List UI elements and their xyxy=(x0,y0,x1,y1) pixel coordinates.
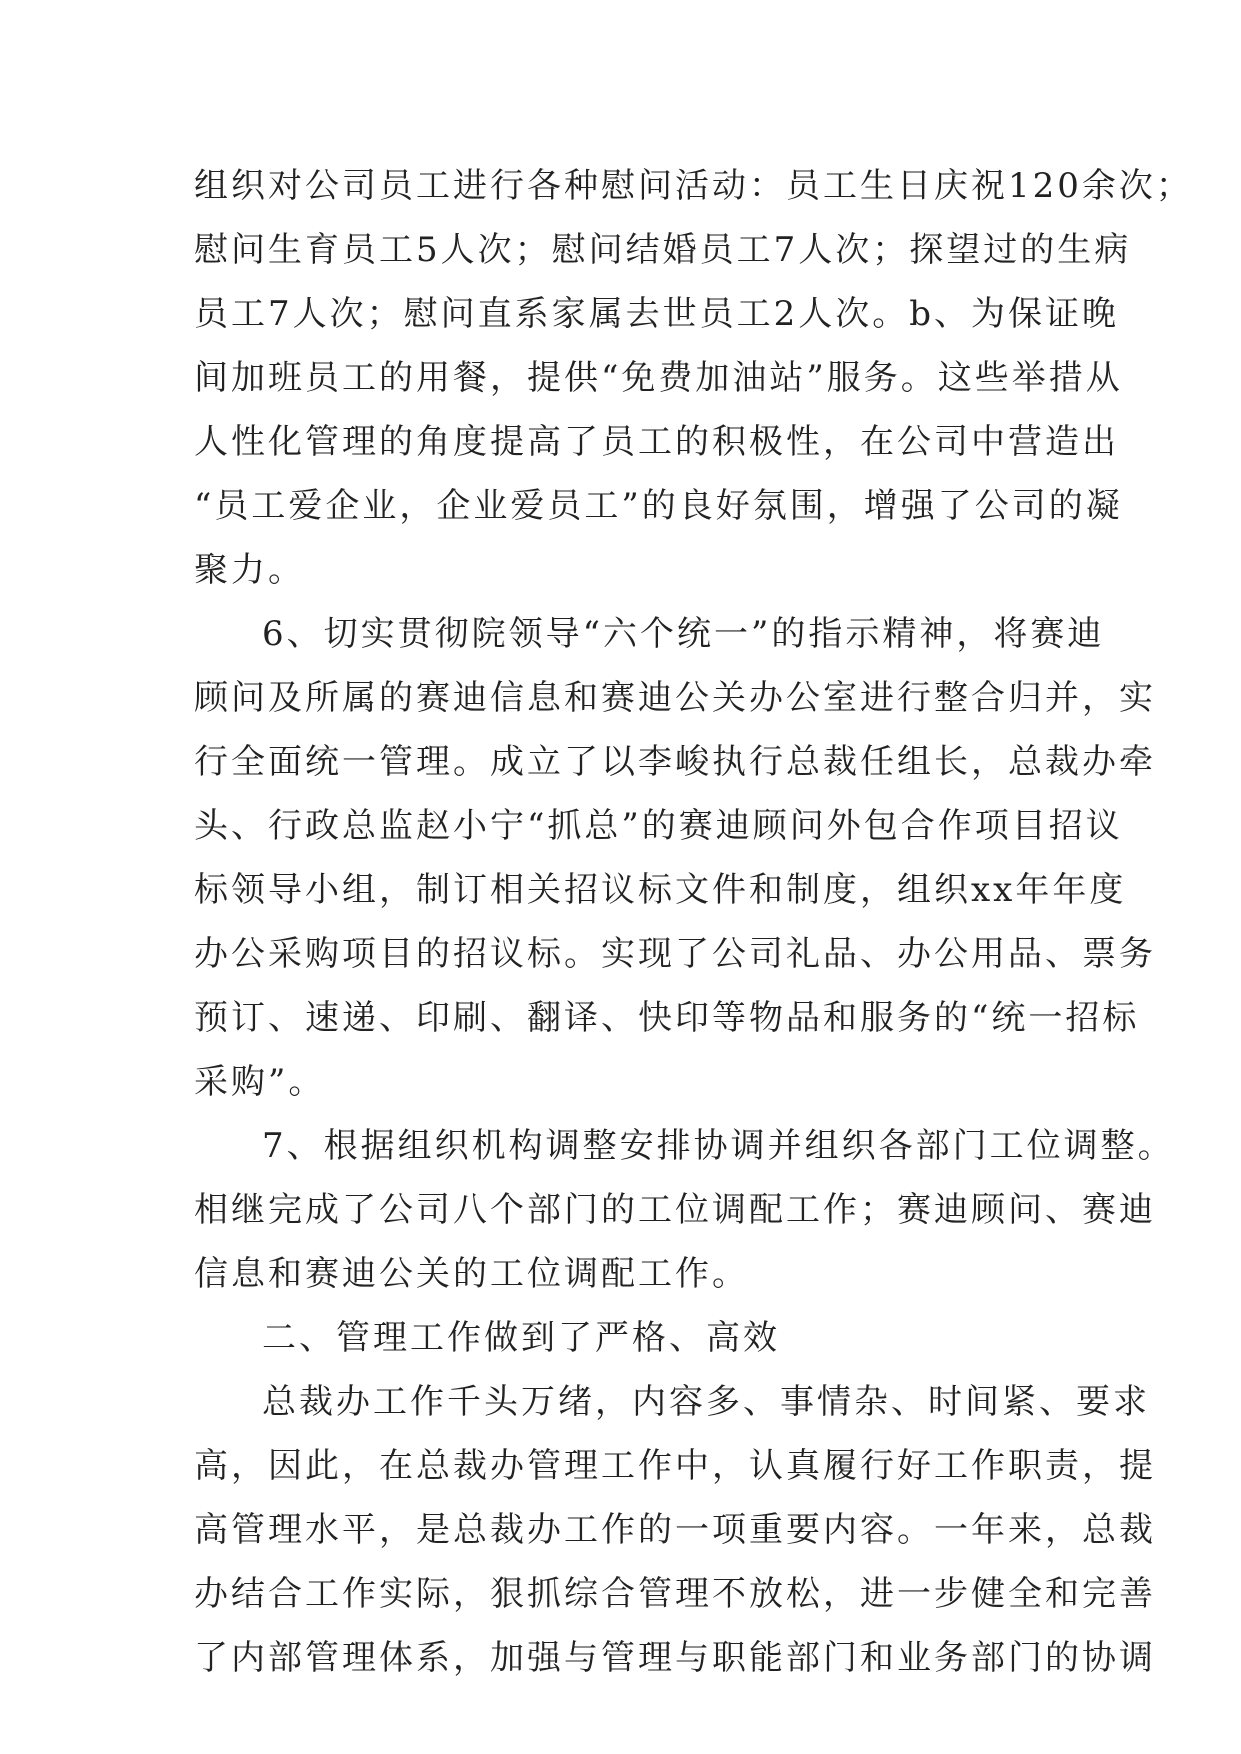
text-line: 顾问及所属的赛迪信息和赛迪公关办公室进行整合归并，实 xyxy=(194,678,1156,718)
text-line: 慰问生育员工5人次；慰问结婚员工7人次；探望过的生病 xyxy=(194,230,1132,270)
text-line: 办结合工作实际，狠抓综合管理不放松，进一步健全和完善 xyxy=(194,1574,1156,1614)
section-heading: 二、管理工作做到了严格、高效 xyxy=(262,1318,780,1358)
text-line: 头、行政总监赵小宁“抓总”的赛迪顾问外包合作项目招议 xyxy=(194,806,1123,846)
paragraph-first-line: 7、根据组织机构调整安排协调并组织各部门工位调整。 xyxy=(262,1126,1175,1166)
text-line: 了内部管理体系，加强与管理与职能部门和业务部门的协调 xyxy=(194,1638,1156,1678)
text-line: 标领导小组，制订相关招议标文件和制度，组织xx年年度 xyxy=(194,870,1127,910)
text-line: 高，因此，在总裁办管理工作中，认真履行好工作职责，提 xyxy=(194,1446,1156,1486)
text-line: 间加班员工的用餐，提供“免费加油站”服务。这些举措从 xyxy=(194,358,1123,398)
text-line: 信息和赛迪公关的工位调配工作。 xyxy=(194,1254,749,1294)
text-line: 预订、速递、印刷、翻译、快印等物品和服务的“统一招标 xyxy=(194,998,1140,1038)
text-line: 采购”。 xyxy=(194,1062,326,1102)
text-line: 办公采购项目的招议标。实现了公司礼品、办公用品、票务 xyxy=(194,934,1156,974)
text-line: 行全面统一管理。成立了以李峻执行总裁任组长，总裁办牵 xyxy=(194,742,1156,782)
paragraph-first-line: 总裁办工作千头万绪，内容多、事情杂、时间紧、要求 xyxy=(262,1382,1150,1422)
text-line: 组织对公司员工进行各种慰问活动：员工生日庆祝120余次； xyxy=(194,166,1193,206)
text-line: 聚力。 xyxy=(194,550,305,590)
text-line: 相继完成了公司八个部门的工位调配工作；赛迪顾问、赛迪 xyxy=(194,1190,1156,1230)
text-line: 高管理水平，是总裁办工作的一项重要内容。一年来，总裁 xyxy=(194,1510,1156,1550)
text-line: 员工7人次；慰问直系家属去世员工2人次。b、为保证晚 xyxy=(194,294,1120,334)
text-line: “员工爱企业，企业爱员工”的良好氛围，增强了公司的凝 xyxy=(194,486,1123,526)
paragraph-first-line: 6、切实贯彻院领导“六个统一”的指示精神，将赛迪 xyxy=(262,614,1105,654)
text-line: 人性化管理的角度提高了员工的积极性，在公司中营造出 xyxy=(194,422,1119,462)
